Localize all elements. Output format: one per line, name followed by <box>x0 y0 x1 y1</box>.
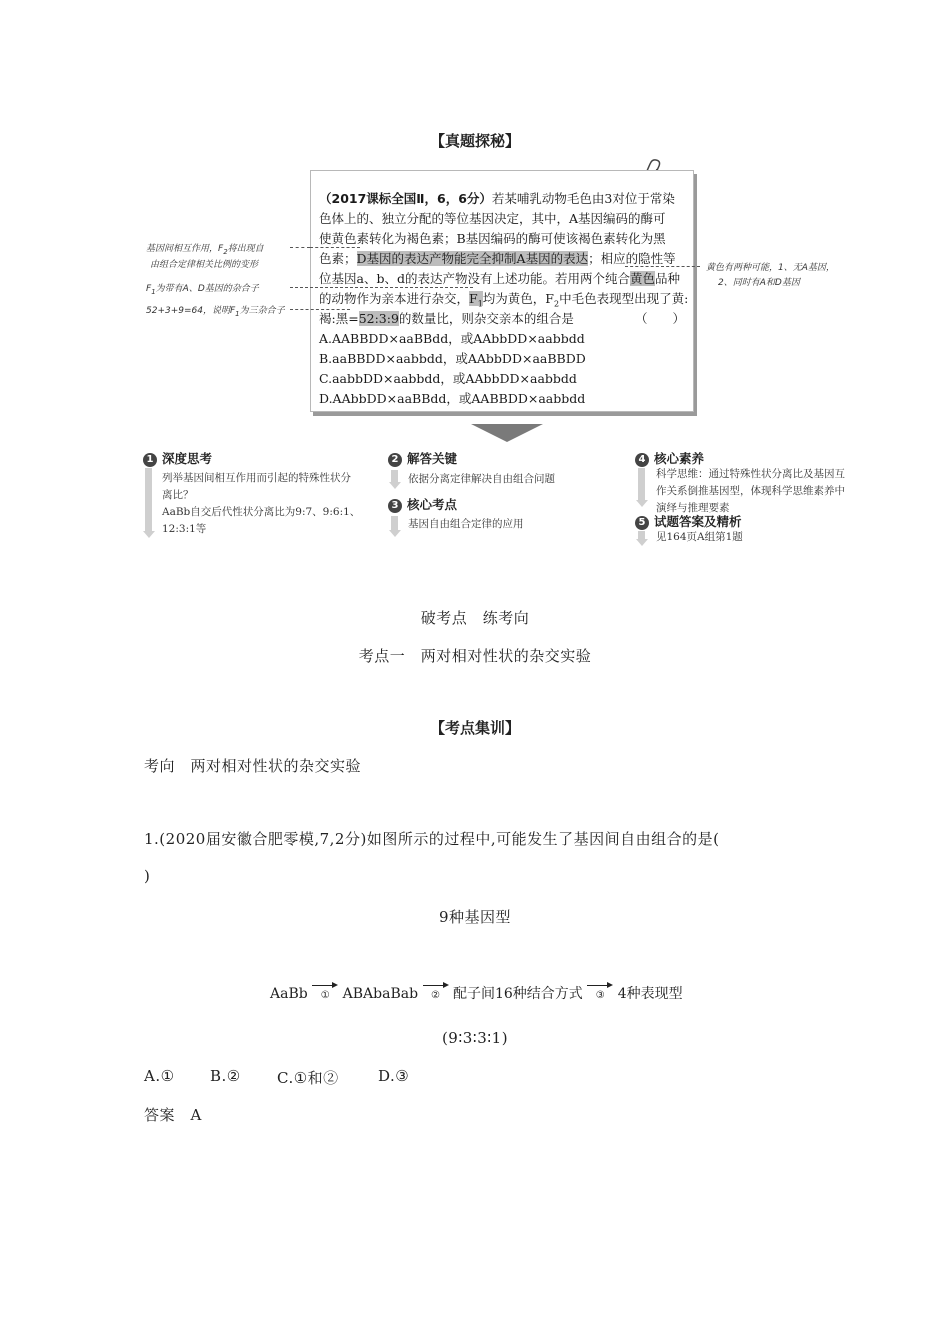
card-line-5: 位基因a、b、d的表达产物没有上述功能。若用两个纯合黄色品种 <box>319 271 680 286</box>
question-stem: 1.(2020届安徽合肥零模,7,2分)如图所示的过程中,可能发生了基因间自由组合的是( <box>144 830 720 848</box>
flow-start: AaBb <box>270 986 308 1002</box>
card-line-4: 色素；D基因的表达产物能完全抑制A基因的表达；相应的隐性等 <box>319 251 676 266</box>
flow-gametes: ABAbaBab <box>342 986 419 1002</box>
heading-kaodian-1: 考点一 两对相对性状的杂交实验 <box>358 647 592 665</box>
note-connector <box>310 247 360 248</box>
note-connector <box>290 247 310 248</box>
down-arrow-icon <box>471 424 543 442</box>
arrow-3: ③ <box>587 990 613 1001</box>
option-c: C.①和② <box>277 1069 339 1087</box>
step3-text: 基因自由组合定律的应用 <box>408 518 524 530</box>
note-connector <box>290 287 473 288</box>
option-a: A.① <box>144 1067 175 1085</box>
card-line-6: 的动物作为亲本进行杂交，$F_1$均为黄色，$F_2$中毛色表现型出现了黄: <box>319 291 689 309</box>
note-left-3: 52+3+9=64，说明$F_1$为三杂合子 <box>146 306 285 318</box>
section-title-2: 【考点集训】 <box>429 719 520 737</box>
card-line-2: 色体上的、独立分配的等位基因决定，其中，A基因编码的酶可 <box>319 211 666 226</box>
arrow-down-icon <box>636 500 648 507</box>
option-d-line: D.AAbbDD×aaBBdd，或AABBDD×aabbdd <box>319 391 586 406</box>
figure-top-label: 9种基因型 <box>438 908 512 926</box>
note-left-1a: 基因间相互作用，$F_2$将出现自 <box>146 244 264 256</box>
step1-bar <box>145 468 152 531</box>
step4-title: 4 核心素养 <box>635 449 704 467</box>
option-a-line: A.AABBDD×aaBBdd，或AAbbDD×aabbdd <box>319 331 585 346</box>
note-connector <box>625 266 700 267</box>
figure-ratio: (9∶3∶3∶1) <box>441 1029 509 1047</box>
kaoxiang-title: 考向 两对相对性状的杂交实验 <box>144 757 362 775</box>
step3-bar <box>391 516 398 530</box>
card-line-1: （2017课标全国Ⅱ，6，6分）若某哺乳动物毛色由3对位于常染 <box>319 191 675 206</box>
step2-title: 2 解答关键 <box>388 449 457 467</box>
flow-combination: 配子间16种结合方式 <box>452 986 583 1002</box>
step1-title: 1 深度思考 <box>143 449 212 467</box>
step4-text: 科学思维：通过特殊性状分离比及基因互 作关系倒推基因型，体现科学思维素养中 演绎与推理要素 <box>656 468 845 514</box>
note-connector <box>290 309 350 310</box>
step5-text: 见164页A组第1题 <box>656 531 743 543</box>
note-left-1b: 由组合定律相关比例的变形 <box>150 260 259 270</box>
question-stem-end: ) <box>144 867 151 885</box>
note-right-1: 黄色有两种可能，1、无A基因， <box>706 263 835 273</box>
option-c-line: C.aabbDD×aabbdd，或AAbbDD×aabbdd <box>319 371 577 386</box>
option-b: B.② <box>210 1067 241 1085</box>
card-line-3: 使黄色素转化为褐色素；B基因编码的酶可使该褐色素转化为黑 <box>319 231 666 246</box>
flow-end: 4种表现型 <box>617 986 683 1002</box>
option-b-line: B.aaBBDD×aabbdd，或AAbbDD×aaBBDD <box>319 351 586 366</box>
arrow-down-icon <box>389 530 401 537</box>
question-card <box>310 170 694 412</box>
arrow-down-icon <box>389 482 401 489</box>
option-d: D.③ <box>378 1067 410 1085</box>
arrow-down-icon <box>636 539 648 546</box>
step1-text: 列举基因间相互作用而引起的特殊性状分 离比？ AaBb自交后代性状分离比为9:7、9:6:1、 12:3:1等 <box>162 472 361 535</box>
step3-title: 3 核心考点 <box>388 495 457 513</box>
section-title: 【真题探秘】 <box>429 132 520 150</box>
step2-bar <box>391 470 398 482</box>
step4-bar <box>638 468 645 500</box>
arrow-1: ① <box>312 990 338 1001</box>
process-flow <box>270 983 683 1003</box>
step2-text: 依据分离定律解决自由组合问题 <box>408 473 555 485</box>
heading-pokaodian: 破考点 练考向 <box>420 609 530 627</box>
card-line-7: 褐:黑=52:3:9的数量比，则杂交亲本的组合是 （ ） <box>319 311 685 326</box>
step5-title: 5 试题答案及精析 <box>635 512 742 530</box>
arrow-2: ② <box>423 990 449 1001</box>
note-right-2: 2、同时有A和D基因 <box>718 278 800 288</box>
arrow-down-icon <box>143 531 155 538</box>
answer: 答案 A <box>144 1106 202 1124</box>
note-left-2: $F_1$为带有A、D基因的杂合子 <box>146 284 259 296</box>
